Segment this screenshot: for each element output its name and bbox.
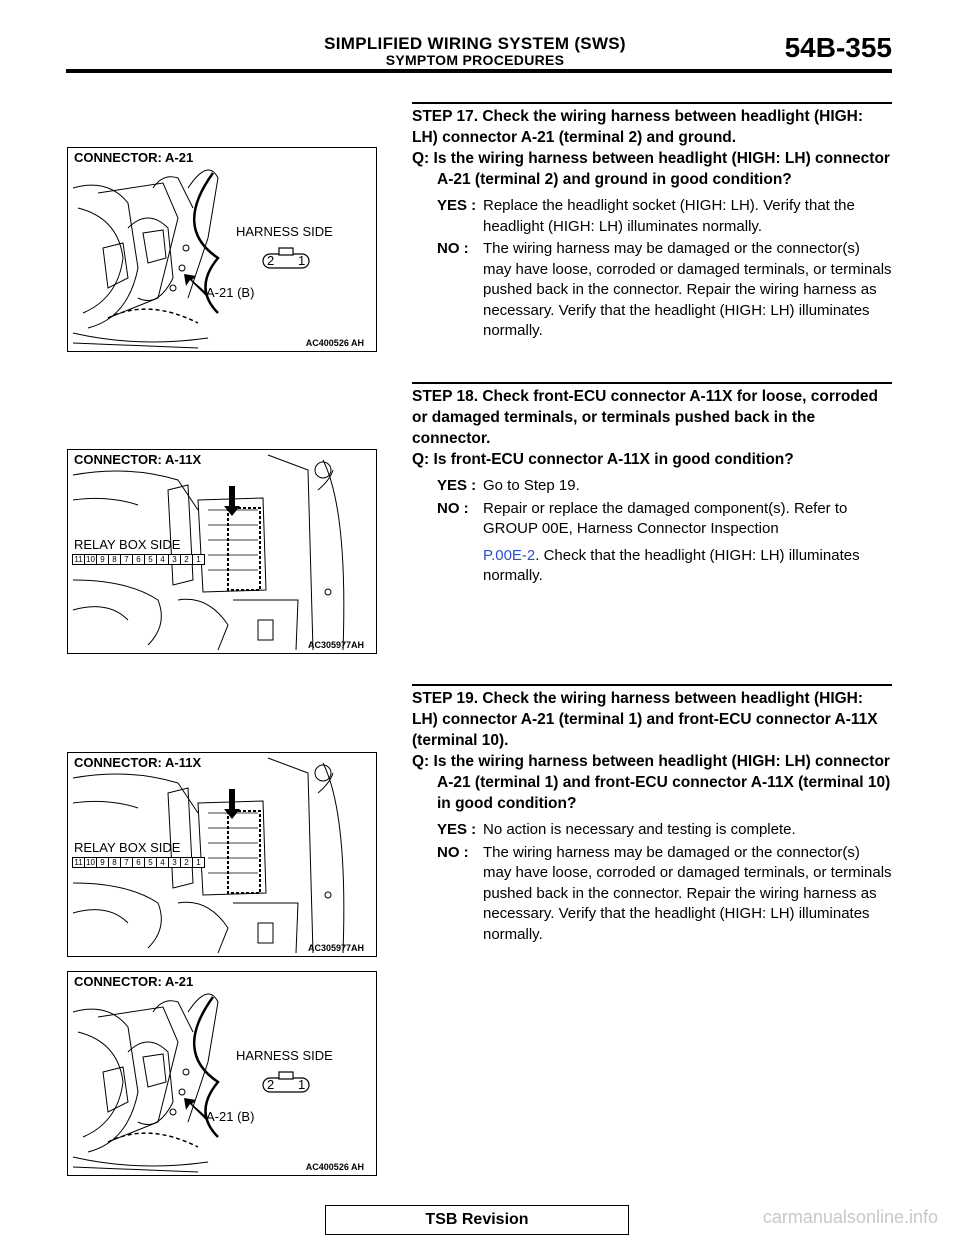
pin: 4 [157, 555, 169, 564]
figure-code: AC305977AH [307, 943, 364, 953]
engine-bay-illustration [68, 148, 376, 351]
no-answer [412, 239, 892, 342]
yes-text: Go to Step 19. [483, 477, 580, 494]
pin: 6 [133, 555, 145, 564]
connector-label: CONNECTOR: A-11X [74, 755, 202, 770]
relay-pin-strip [72, 554, 205, 565]
no-key: NO : [437, 843, 469, 861]
yes-answer [412, 476, 892, 497]
pointer-arrow [224, 486, 240, 516]
figure-connector-a21-step19 [67, 971, 377, 1176]
yes-key: YES : [437, 477, 477, 494]
pin: 1 [196, 555, 201, 564]
watermark: carmanualsonline.info [762, 1207, 938, 1227]
pin-2: 2 [267, 253, 275, 268]
figure-connector-a21-step17 [67, 147, 377, 352]
section-subtitle: SYMPTOM PROCEDURES [385, 52, 565, 68]
pin: 9 [97, 858, 109, 867]
step-title: STEP 18. Check front-ECU connector A-11X for loose, corroded or damaged terminals, or terminals pushed back in the connector. [412, 388, 878, 447]
harness-side-label: HARNESS SIDE [236, 224, 333, 239]
section-title: SIMPLIFIED WIRING SYSTEM (SWS) [324, 34, 626, 53]
spacer [483, 540, 892, 546]
engine-bay-illustration [68, 972, 376, 1175]
step-rule [412, 684, 892, 686]
no-text-tail: . Check that the headlight (HIGH: LH) illuminates normally. [483, 546, 860, 584]
step-rule [412, 382, 892, 384]
no-text: The wiring harness may be damaged or the connector(s) may have loose, corroded or damaged terminals, or terminals pushed back in the connector. Repair the wiring harness as necessary. Verify that the headlight (HIGH: LH) illuminates normally. [483, 240, 892, 339]
step-question: Q: Is front-ECU connector A-11X in good condition? [412, 451, 794, 468]
pointer-label: A-21 (B) [206, 1109, 255, 1124]
figure-connector-a11x-step19 [67, 752, 377, 957]
pin: 10 [85, 555, 97, 564]
pin: 5 [145, 555, 157, 564]
pin: 3 [169, 858, 181, 867]
yes-key: YES : [437, 821, 477, 838]
pin: 9 [97, 555, 109, 564]
pin: 11 [73, 555, 85, 564]
pin: 3 [169, 555, 181, 564]
pin: 7 [121, 555, 133, 564]
pin: 8 [109, 858, 121, 867]
pin: 6 [133, 858, 145, 867]
no-answer [412, 499, 892, 587]
yes-answer [412, 820, 892, 841]
pin: 11 [73, 858, 85, 867]
pin-1: 1 [298, 253, 306, 268]
step-19 [412, 688, 892, 945]
yes-text: No action is necessary and testing is complete. [483, 821, 796, 838]
pin-1: 1 [298, 1077, 306, 1092]
pin-2: 2 [267, 1077, 275, 1092]
step-rule [412, 102, 892, 104]
no-key: NO : [437, 240, 469, 257]
connector-label: CONNECTOR: A-11X [74, 452, 202, 467]
figure-code: AC400526 AH [305, 1162, 364, 1172]
connector-label: CONNECTOR: A-21 [74, 974, 194, 989]
pin: 2 [181, 555, 193, 564]
pointer-arrow [224, 789, 240, 819]
relay-box-side-label: RELAY BOX SIDE [74, 537, 181, 552]
yes-text: Replace the headlight socket (HIGH: LH). Verify that the headlight (HIGH: LH) illuminates normally. [483, 197, 855, 235]
pin: 5 [145, 858, 157, 867]
pin: 4 [157, 858, 169, 867]
figure-connector-a11x-step18 [67, 449, 377, 654]
yes-answer [412, 196, 892, 237]
no-text: Repair or replace the damaged component(s). Refer to GROUP 00E, Harness Connector Inspection [483, 499, 848, 537]
connector-label: CONNECTOR: A-21 [74, 150, 194, 165]
reference-link[interactable]: P.00E-2 [483, 546, 536, 564]
pin: 8 [109, 555, 121, 564]
step-title: STEP 19. Check the wiring harness between headlight (HIGH: LH) connector A-21 (terminal 1) and front-ECU connector A-11X (terminal 10). [412, 690, 878, 749]
step-question: Q: Is the wiring harness between headlight (HIGH: LH) connector A-21 (terminal 1) and front-ECU connector A-11X (terminal 10) in good condition? [412, 753, 891, 812]
page-number: 54B-355 [784, 32, 892, 63]
pin: 1 [196, 858, 201, 867]
no-key: NO : [437, 499, 469, 517]
pin: 2 [181, 858, 193, 867]
harness-side-label: HARNESS SIDE [236, 1048, 333, 1063]
tsb-revision-box: TSB Revision [325, 1205, 629, 1235]
step-18 [412, 386, 892, 587]
step-question: Q: Is the wiring harness between headlight (HIGH: LH) connector A-21 (terminal 2) and ground in good condition? [412, 150, 890, 188]
pin: 7 [121, 858, 133, 867]
header-rule [66, 69, 892, 73]
relay-box-side-label: RELAY BOX SIDE [74, 840, 181, 855]
relay-pin-strip [72, 857, 205, 868]
figure-code: AC400526 AH [305, 338, 364, 348]
step-title: STEP 17. Check the wiring harness between headlight (HIGH: LH) connector A-21 (terminal 2) and ground. [412, 108, 864, 146]
no-text-block [483, 499, 892, 587]
no-answer [412, 843, 892, 946]
pin: 10 [85, 858, 97, 867]
yes-key: YES : [437, 197, 477, 214]
step-17 [412, 106, 892, 342]
pointer-label: A-21 (B) [206, 285, 255, 300]
figure-code: AC305977AH [307, 640, 364, 650]
no-text: The wiring harness may be damaged or the connector(s) may have loose, corroded or damaged terminals, or terminals pushed back in the connector. Repair the wiring harness as necessary. Verify that the headlight (HIGH: LH) illuminates normally. [483, 843, 892, 943]
